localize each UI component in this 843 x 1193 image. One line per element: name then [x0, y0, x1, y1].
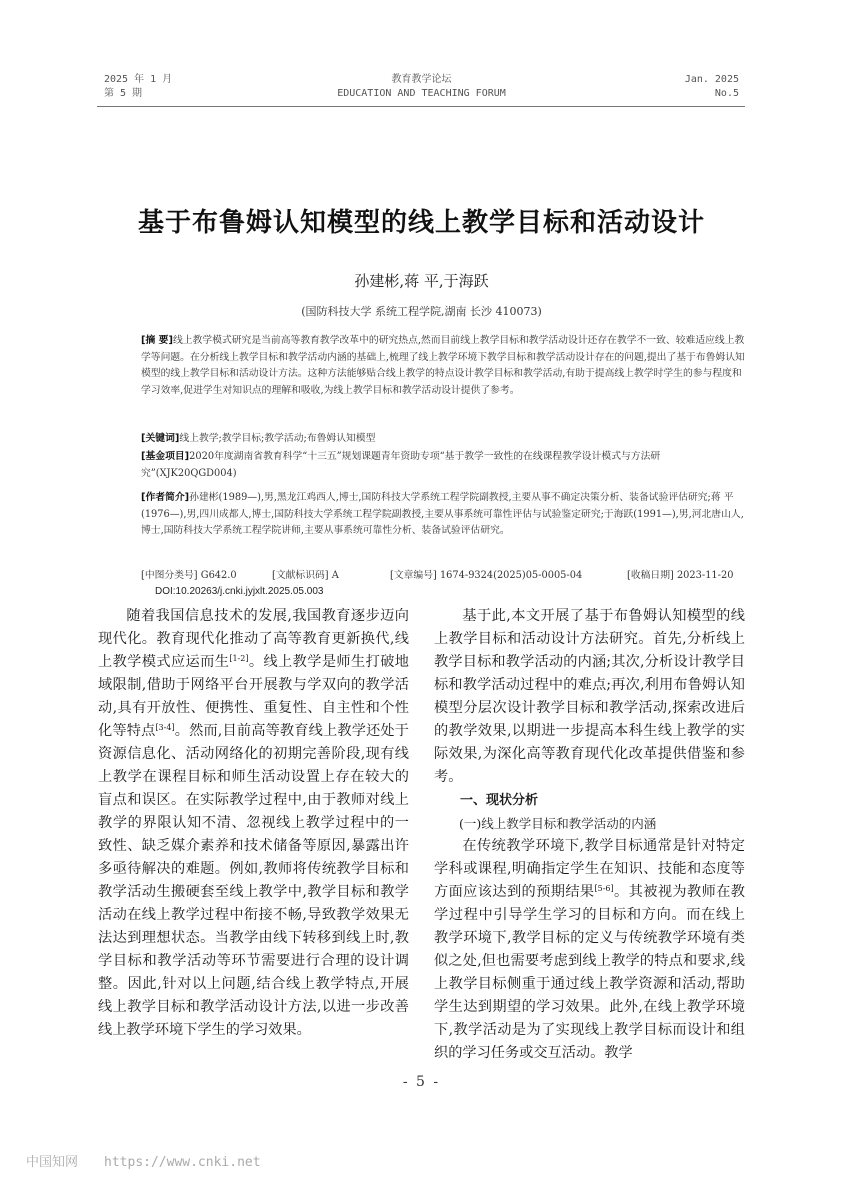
journal-issue: 第 5 期: [104, 88, 143, 99]
journal-name-en: EDUCATION AND TEACHING FORUM: [337, 88, 506, 99]
body-text: 。线上教学是师生打破地域限制,借助于网络平台开展教与学双向的教学活动,具有开放性、便携性、重复性、自主性和个性化等特点: [98, 654, 409, 739]
citation-ref: [3-4]: [155, 723, 175, 732]
author-intro-label: [作者简介]: [141, 492, 190, 503]
body-text: 。其被视为教师在教学过程中引导学生学习的目标和方向。而在线上教学环境下,教学目标的定义与传统教学环境有类似之处,但也需要考虑到线上教学的特点和要求,线上教学目标侧重于通过线上教学资源和活动,帮助学生达到期望的学习效果。此外,在线上教学环境下,教学活动是为了实现线上教学目标而设计和组织的学习任务或交互活动。教学: [434, 884, 745, 1061]
header-divider: [97, 106, 745, 107]
body-column-right: [434, 605, 745, 1065]
citation-ref: [1-2]: [229, 654, 249, 663]
body-text: 在传统教学环境下,教学目标通常是针对特定学科或课程,明确指定学生在知识、技能和态度等方面应该达到的预期结果: [434, 838, 745, 900]
journal-name-cn: 教育教学论坛: [391, 74, 452, 85]
keywords-label: [关键词]: [141, 433, 180, 444]
keywords-text: 线上教学;教学目标;教学活动;布鲁姆认知模型: [179, 433, 376, 444]
body-text: 随着我国信息技术的发展,我国教育逐步迈向现代化。教育现代化推动了高等教育更新换代,线上教学模式应运而生: [98, 608, 409, 670]
abstract-label: [摘 要]: [141, 335, 173, 346]
journal-date-en-month: Jan. 2025: [684, 74, 739, 85]
body-text: 。然而,目前高等教育线上教学还处于资源信息化、活动网络化的初期完善阶段,现有线上教学在课程目标和师生活动设置上存在较大的盲点和误区。在实际教学过程中,由于教师对线上教学的界限认知不清、忽视线上教学过程中的一致性、缺乏媒介素养和技术储备等原因,暴露出许多亟待解决的难题。例如,教师将传统教学目标和教学活动生搬硬套至线上教学中,教学目标和教学活动在线上教学过程中衔接不畅,导致教学效果无法达到理想状态。当教学由线下转移到线上时,教学目标和教学活动等环节需要进行合理的设计调整。因此,针对以上问题,结合线上教学特点,开展线上教学目标和教学活动设计方法,以进一步改善线上教学环境下学生的学习效果。: [98, 723, 409, 1038]
page-number: - 5 -: [402, 1074, 441, 1090]
body-paragraph: 基于此,本文开展了基于布鲁姆认知模型的线上教学目标和活动设计方法研究。首先,分析线上教学目标和教学活动的内涵;其次,分析设计教学目标和教学活动过程中的难点;再次,利用布鲁姆认知模型分层次设计教学目标和教学活动,探索改进后的教学效果,以期进一步提高本科生线上教学的实际效果,为深化高等教育现代化改革提供借鉴和参考。: [434, 608, 745, 785]
body-paragraph: [434, 835, 745, 1065]
paper-authors: 孙建彬,蒋 平,于海跃: [354, 272, 489, 290]
section-heading: 一、现状分析: [460, 793, 539, 808]
body-paragraph: [98, 605, 409, 1042]
clc-number: [中图分类号] G642.0: [141, 570, 237, 581]
doi: DOI:10.20263/j.cnki.jyjxlt.2025.05.003: [155, 586, 324, 597]
paper-affiliation: (国防科技大学 系统工程学院,湖南 长沙 410073): [301, 305, 542, 318]
article-number: [文章编号] 1674-9324(2025)05-0005-04: [390, 570, 583, 581]
journal-issue-en: No.5: [714, 88, 739, 99]
document-code: [文献标识码] A: [272, 570, 339, 581]
author-introduction: [141, 490, 745, 540]
author-intro-text: 孙建彬(1989—),男,黑龙江鸡西人,博士,国防科技大学系统工程学院副教授,主要从事不确定决策分析、装备试验评估研究;蒋 平(1976—),男,四川成都人,博士,国防科技大学系统工程学院副教授,主要从事系统可靠性评估与试验鉴定研究;于海跃(1991—),男,河北唐山人,博士,国防科技大学系统工程学院讲师,主要从事系统可靠性分析、装备试验评估研究。: [141, 492, 744, 536]
received-date: [收稿日期] 2023-11-20: [627, 570, 734, 581]
paper-title: 基于布鲁姆认知模型的线上教学目标和活动设计: [137, 208, 705, 238]
body-column-left: [98, 605, 409, 1042]
abstract-text: 线上教学模式研究是当前高等教育教学改革中的研究热点,然而目前线上教学目标和教学活动设计还存在教学不一致、较难适应线上教学等问题。在分析线上教学目标和教学活动内涵的基础上,梳理了线上教学环境下教学目标和教学活动设计存在的问题,提出了基于布鲁姆认知模型的线上教学目标和活动设计方法。这种方法能够贴合线上教学的特点设计教学目标和教学活动,有助于提高线上教学时学生的参与程度和学习效率,促进学生对知识点的理解和吸收,为线上教学目标和教学活动设计提供了参考。: [141, 335, 745, 396]
keywords: [141, 431, 745, 448]
watermark-footer: [26, 1151, 261, 1170]
cnki-url: https://www.cnki.net: [104, 1155, 261, 1170]
subsection-heading: (一)线上教学目标和教学活动的内涵: [459, 816, 657, 831]
journal-date-month: 2025 年 1 月: [104, 74, 173, 85]
citation-ref: [5-6]: [594, 884, 614, 893]
fund-label: [基金项目]: [141, 451, 190, 462]
abstract: [141, 333, 745, 399]
journal-date-en: [685, 73, 739, 101]
fund-project: [141, 449, 745, 482]
cnki-logo-text: 中国知网: [26, 1155, 79, 1170]
fund-text: 2020年度湖南省教育科学“十三五”规划课题青年资助专项“基于教学一致性的在线课程教学设计模式与方法研究”(XJK20QGD004): [141, 451, 661, 479]
